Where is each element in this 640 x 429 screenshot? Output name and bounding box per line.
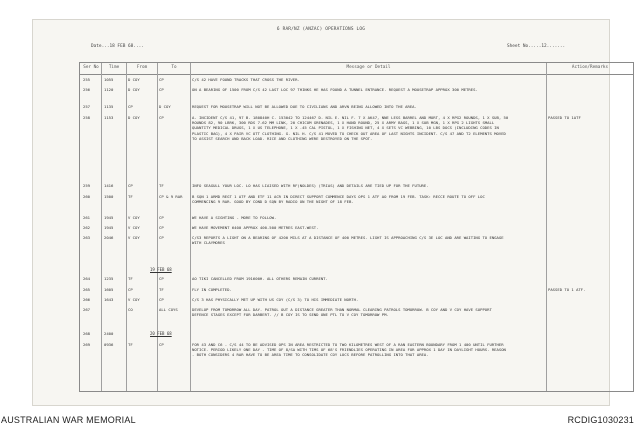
to-cell: CP xyxy=(159,297,164,302)
from-cell: TF xyxy=(128,276,133,281)
time-cell: 0936 xyxy=(104,342,114,347)
log-header xyxy=(33,20,609,64)
from-cell: V COY xyxy=(128,225,140,230)
from-cell: TF xyxy=(128,342,133,347)
action-cell: PASSED TO 1 ATF. xyxy=(548,287,586,292)
serial-number: 262 xyxy=(83,225,91,230)
to-cell: CP xyxy=(159,235,164,240)
col-header-from: From xyxy=(136,65,148,70)
serial-number: 257 xyxy=(83,104,91,109)
to-cell: CP xyxy=(159,215,164,220)
serial-number: 260 xyxy=(83,194,91,199)
from-cell: CP xyxy=(128,104,133,109)
time-cell: 1945 xyxy=(104,215,114,220)
serial-number: 267 xyxy=(83,307,91,312)
serial-number: 266 xyxy=(83,297,91,302)
institution-name: AUSTRALIAN WAR MEMORIAL xyxy=(1,415,136,425)
message-cell: B SQN 1 ARMD REGT 1 ATF AND ETF 11 ACR IN DIRECT SUPPORT COMMENCE DAYS OPS 1 ATF AO FROM 19 FEB. TASK: RECCE ROUTE TO OFF LOC COMMENCING 9 RAR. GOOD BY COND D SQN BY RADIO ON THE NIGHT OF 18 FEB. xyxy=(192,194,485,205)
operations-log-sheet xyxy=(33,20,609,405)
from-cell: CO xyxy=(128,307,133,312)
action-cell: PASSED TO 1ATF xyxy=(548,115,581,120)
from-cell: D COY xyxy=(128,115,140,120)
message-cell: C/S 42 HAVE FOUND TRACKS THAT CROSS THE RIVER. xyxy=(192,77,300,82)
col-header-ser: Ser No xyxy=(83,65,99,70)
date-field: Date...18 FEB 68.... xyxy=(91,44,144,49)
from-cell: D COY xyxy=(128,77,140,82)
message-cell: ON A BEARING OF 1500 FROM C/S 42 LAST LOC 97 THINKS HE HAS FOUND A TUNNEL ENTRANCE. REQUEST A MOUSETRAP APPROX 300 METRES. xyxy=(192,87,478,92)
time-cell: 1643 xyxy=(104,297,114,302)
serial-number: 259 xyxy=(83,183,91,188)
log-table-header xyxy=(80,63,633,75)
message-cell: AO TIKI CANCELLED FROM 191600H. ALL OTHERS REMAIN CURRENT. xyxy=(192,276,328,281)
time-cell: 1135 xyxy=(104,104,114,109)
time-cell: 1235 xyxy=(104,276,114,281)
archive-footer xyxy=(0,410,640,429)
from-cell: TF xyxy=(128,194,133,199)
form-title: 6 RAR/NZ (ANZAC) OPERATIONS LOG xyxy=(276,27,366,32)
message-cell: WE HAVE MOVEMENT 6400 APPROX 400-500 METRES EAST-WEST. xyxy=(192,225,319,230)
message-cell: A. INCIDENT C/S 41, 97 B. 180840H C. 153042 TO 124467 D. NIL E. NIL F. 7 X AK47, NNE LESS BARREL AND MORT, 4 X RPG2 ROUNDS, 1 X SUB, 50 ROUNDS 82, 90 LBRK, 300 RDS 7.62 MM LINK, 20 CHICOM GRENADES, 1 X HAND ROUND, 25 X ARMY BAGS, 1 X SUB MGN, 1 X RPG 2 LIGHTS SMALL QUANTITY MEDICAL DRUGS, 1 X US TELEPHONE, 1 X .45 CAL PISTOL, 1 X FISHING NET, 4 X SETS VC WEBBING, 10 LBS DOCS (INCLUDING CODES IN PLASTIC BAG), 4 X PAIR VC OTT CLOTHING. G. NIL H. C/S 41 MOVED TO CHECK OUT AREA OF LAST NIGHTS INCIDENT. C/S 47 AND T2 ELEMENTS MOVED TO ASSIST SEARCH AND BACK LOAD. RICE AND CLOTHING WERE DESTROYED ON THE SPOT. xyxy=(192,115,509,141)
column-divider xyxy=(101,63,102,391)
time-cell: 1500 xyxy=(104,194,114,199)
to-cell: D COY xyxy=(159,104,171,109)
to-cell: CP xyxy=(159,342,164,347)
message-cell: C/S3 REPORTS A LIGHT ON A BEARING OF 4200 MILS AT A DISTANCE OF 400 METRES. LIGHT IS APPROACHING C/S 3E LOC AND ARE WAITING TO ENGAGE WITH CLAYMORES xyxy=(192,235,504,246)
to-cell: CP xyxy=(159,115,164,120)
time-cell: 1605 xyxy=(104,287,114,292)
message-cell: REQUEST FOR MOUSETRAP WILL NOT BE ALLOWED DUE TO CIVILIANS AND ARVN BEING ALLOWED INTO THE AREA. xyxy=(192,104,417,109)
time-cell: 2046 xyxy=(104,235,114,240)
column-divider xyxy=(126,63,127,391)
serial-number: 263 xyxy=(83,235,91,240)
sheet-number-field: Sheet No.....12....... xyxy=(507,44,566,49)
serial-number: 258 xyxy=(83,115,91,120)
message-cell: FOR 43 AND C6 - C/S 44 TO BE ADVISED OPS IN AREA RESTRICTED TO TWO KILOMETRES WEST OF A RAN EASTERN BOUNDARY FROM 1 400 UNTIL FURTHER NOTICE. PERIOD LIKELY ONE DAY - TIME OF 8/SA WITH TIMS OF 68'S FRIENDLIES OPERATING IN AREA FOR APPROX 1 DAY IN DAYLIGHT HOURS. REASON - BOTH CONSIDERS 4 RAR HAVE TO BE AREA TIME TO CONSOLIDATE COY LOCS BEFORE PATROLLING INTO THAT AREA. xyxy=(192,342,506,358)
to-cell: CP xyxy=(159,225,164,230)
time-cell: 1153 xyxy=(104,115,114,120)
to-cell: TF xyxy=(159,183,164,188)
to-cell: CP xyxy=(159,77,164,82)
serial-number: 264 xyxy=(83,276,91,281)
from-cell: CP xyxy=(128,287,133,292)
to-cell: TF xyxy=(159,287,164,292)
column-divider xyxy=(546,63,547,391)
time-cell: 1120 xyxy=(104,87,114,92)
from-cell: D COY xyxy=(128,87,140,92)
to-cell: CP xyxy=(159,276,164,281)
serial-number: 255 xyxy=(83,77,91,82)
from-cell: V COY xyxy=(128,235,140,240)
to-cell: CP xyxy=(159,87,164,92)
time-cell: 1945 xyxy=(104,225,114,230)
serial-number: 256 xyxy=(83,87,91,92)
message-cell: DEVELOP FROM TOMORROW ALL DAY. PATROL OUT A DISTANCE GREATER THAN NORMAL CLEARING PATROLS TOMORROW. B COY AND V COY HAVE SUPPORT DEFENCE STAGES EXCEPT FOR DARBERT. // B COY IS TO SEND ONE PTL TO V COY TOMORROW PM. xyxy=(192,307,492,318)
col-header-to: To xyxy=(171,65,177,70)
from-cell: V COY xyxy=(128,215,140,220)
time-cell: 1055 xyxy=(104,77,114,82)
log-table xyxy=(79,62,634,392)
to-cell: CP & 9 RAR xyxy=(159,194,183,199)
from-cell: V COY xyxy=(128,297,140,302)
date-marker: 20 FEB 68 xyxy=(150,331,172,336)
col-header-action: Action/Remarks xyxy=(571,65,609,70)
serial-number: 265 xyxy=(83,287,91,292)
column-divider xyxy=(190,63,191,391)
message-cell: FLY IN COMPLETED. xyxy=(192,287,232,292)
col-header-message: Message or Detail xyxy=(346,65,391,70)
date-marker: 19 FEB 68 xyxy=(150,267,172,272)
serial-number: 269 xyxy=(83,342,91,347)
to-cell: ALL COYS xyxy=(159,307,178,312)
serial-number: 261 xyxy=(83,215,91,220)
archive-reference: RCDIG1030231 xyxy=(567,415,634,425)
col-header-time: Time xyxy=(108,65,120,70)
time-cell: 2400 xyxy=(104,331,114,336)
time-cell: 1416 xyxy=(104,183,114,188)
message-cell: WE HAVE A SIGHTING - MORE TO FOLLOW. xyxy=(192,215,277,220)
serial-number: 268 xyxy=(83,331,91,336)
message-cell: INFO SEAGULL YOUR LOC. LO HAS LIAISED WITH RF(NOLDES) (TRIAS) AND DETAILS ARE TIED UP FOR THE FUTURE. xyxy=(192,183,429,188)
message-cell: C/S 3 HAS PHYSICALLY MET UP WITH US COY (C/S 3) TO HIS IMMEDIATE NORTH. xyxy=(192,297,359,302)
from-cell: CP xyxy=(128,183,133,188)
